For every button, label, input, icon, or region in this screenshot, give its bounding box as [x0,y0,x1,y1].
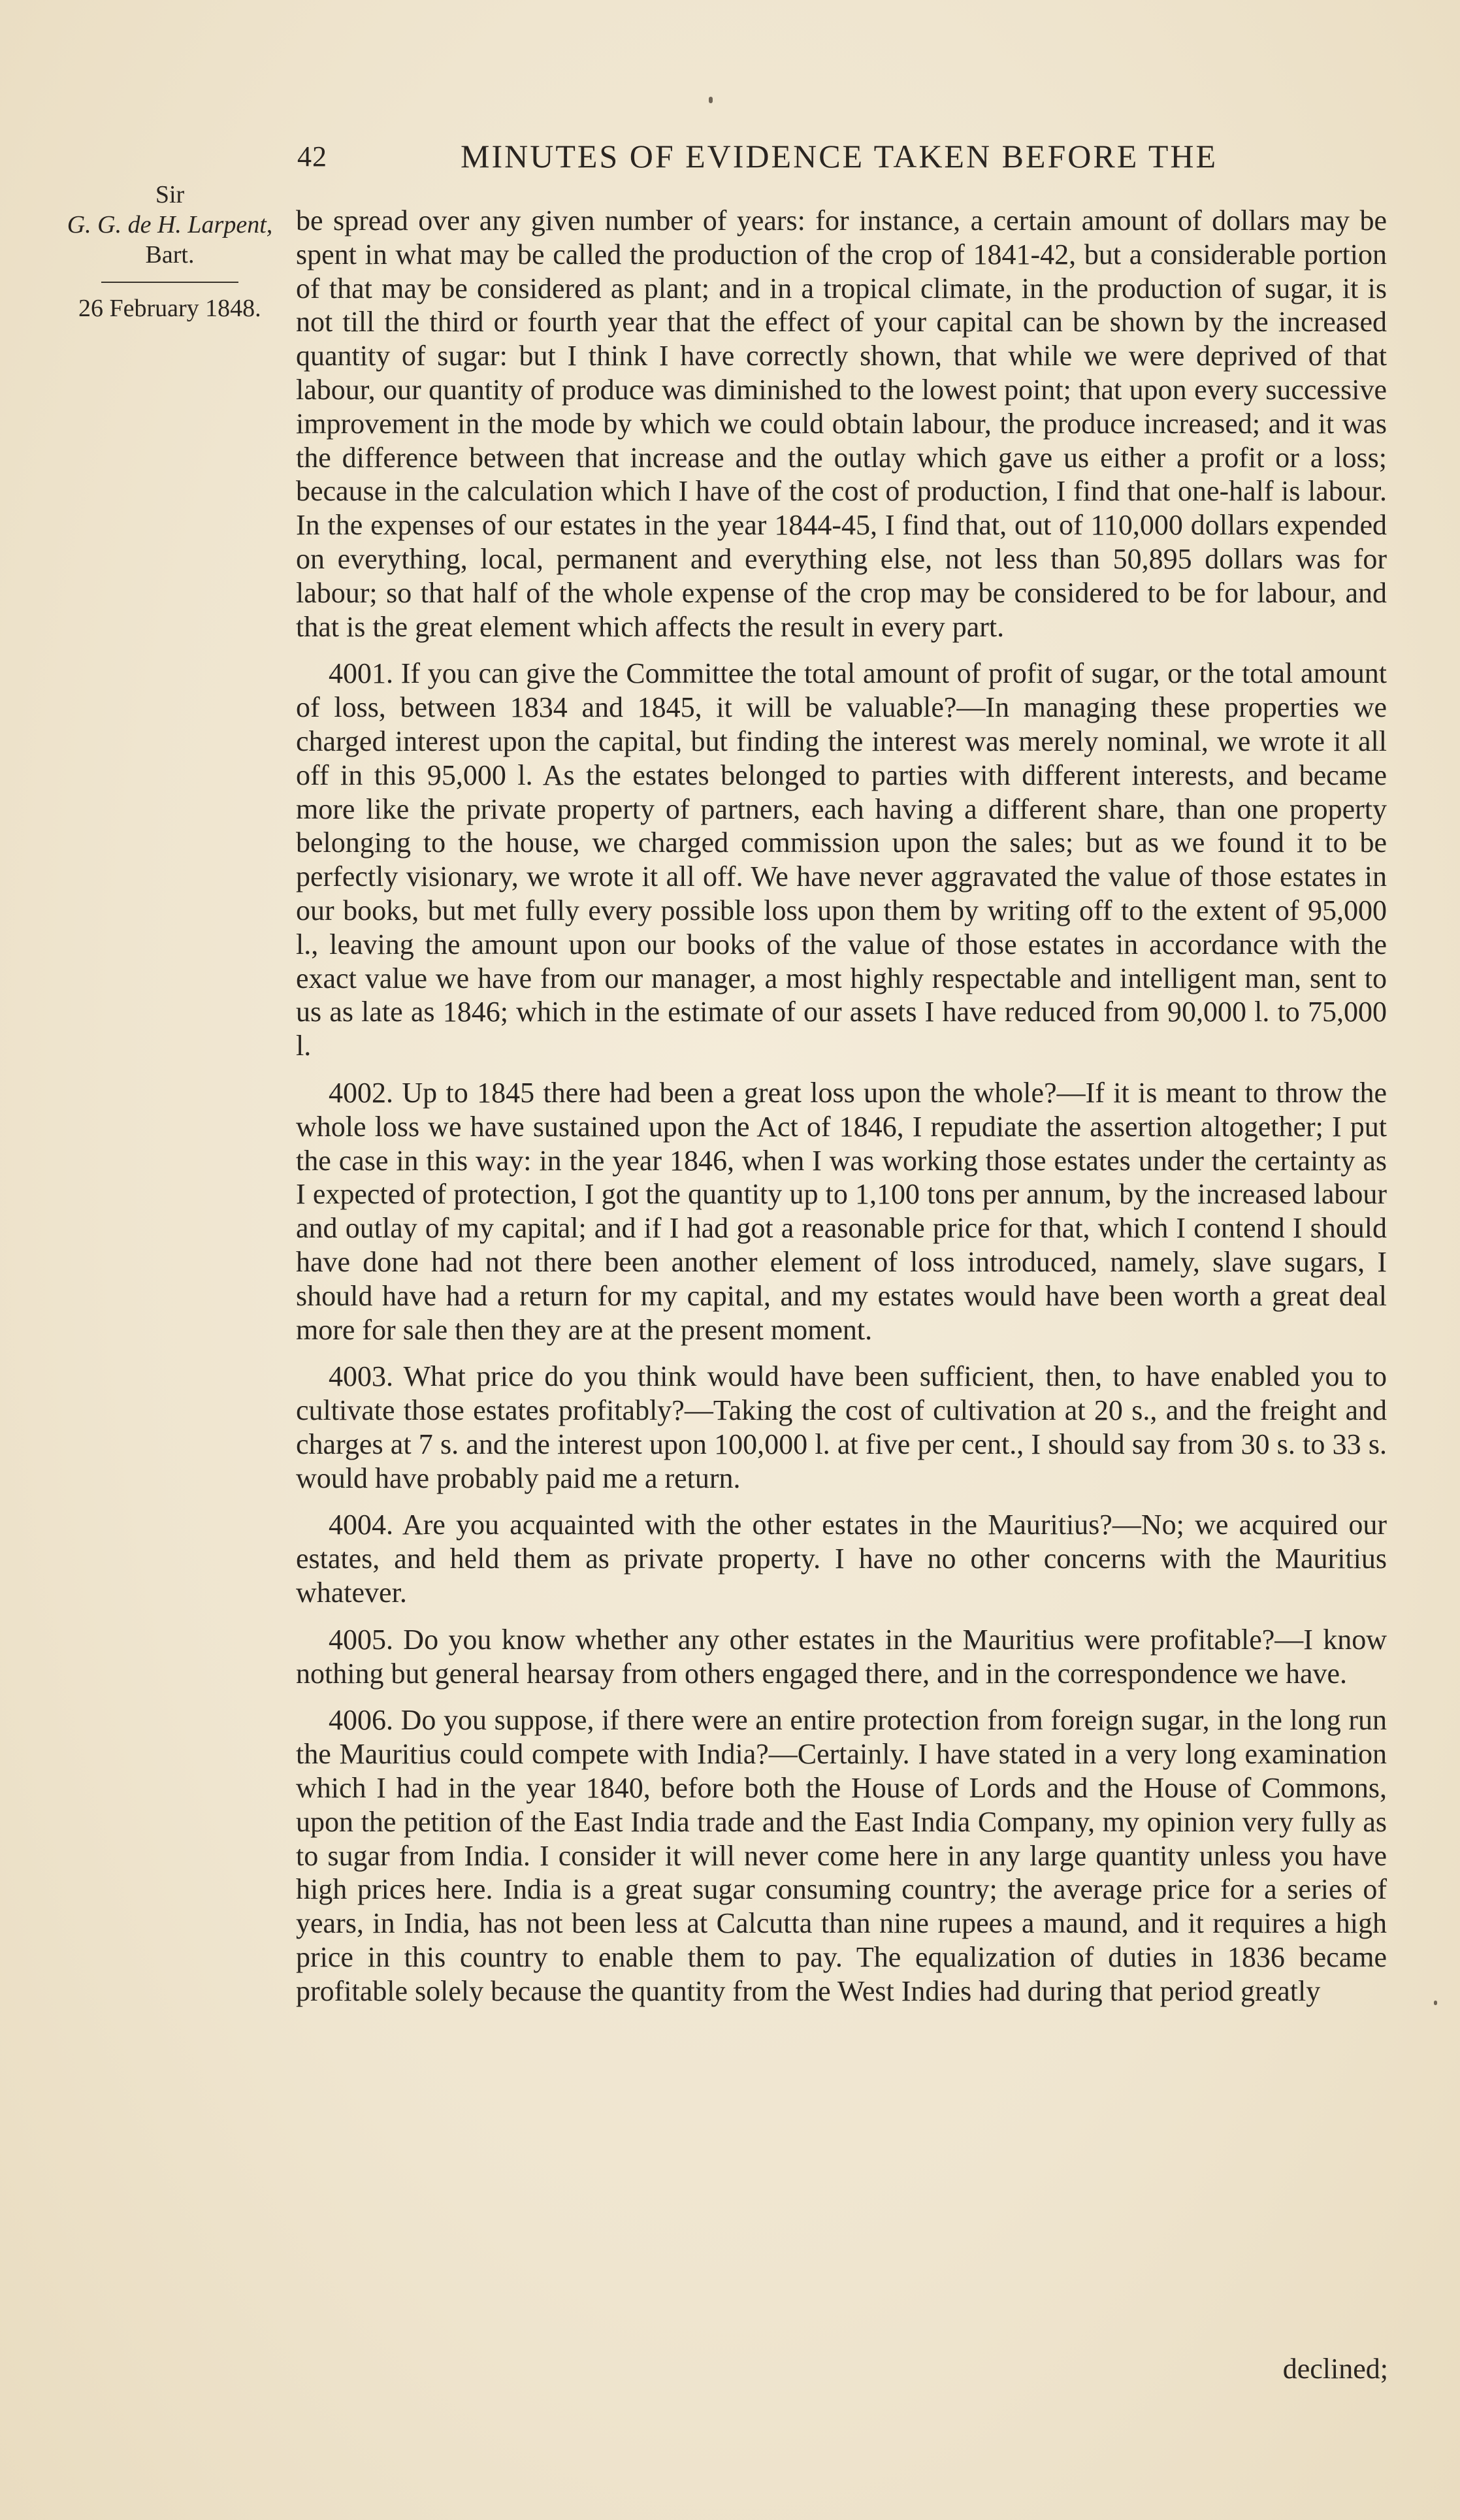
page-header [297,131,1401,176]
paragraph-4002: 4002. Up to 1845 there had been a great loss upon the whole?—If it is meant to throw the whole loss we have sustained upon the Act of 1846, I repudiate the assertion altogether; I put the case in this way: in the year 1846, when I was working those estates under the certainty as I expected of protection, I got the quantity up to 1,100 tons per annum, by the increased labour and outlay of my capital; and if I had got a reasonable price for that, which I contend I should have done had not there been another element of loss introduced, namely, slave sugars, I should have had a return for my capital, and my estates would have been worth a great deal more for sale then they are at the present moment. [296,1076,1387,1346]
paragraph-4003: 4003. What price do you think would have been sufficient, then, to have enabled you to cultivate those estates profitably?—Taking the cost of cultivation at 20 s., and the freight and charges at 7 s. and the interest upon 100,000 l. at five per cent., I should say from 30 s. to 33 s. would have probably paid me a return. [296,1360,1387,1494]
running-title: MINUTES OF EVIDENCE TAKEN BEFORE THE [461,138,1218,174]
margin-note-date: 26 February 1848. [78,295,261,322]
margin-note-rule [101,282,238,283]
paragraph-4005: 4005. Do you know whether any other estates in the Mauritius were profitable?—I know nothing but general hearsay from others engaged there, and in the correspondence we have. [296,1623,1387,1690]
paragraph-4001: 4001. If you can give the Committee the total amount of profit of sugar, or the total amount of loss, between 1834 and 1845, it will be valuable?—In managing these properties we charged interest upon the capital, but finding the interest was merely nominal, we wrote it all off in this 95,000 l. As the estates belonged to parties with different interests, and became more like the private property of partners, each having a different share, than one property belonging to the house, we charged commission upon the sales; but as we found it to be perfectly visionary, we wrote it all off. We have never aggravated the value of those estates in our books, but met fully every possible loss upon them by writing off to the extent of 95,000 l., leaving the amount upon our books of the value of those estates in accordance with the exact value we have from our manager, a most highly respectable and intelligent man, sent to us as late as 1846; which in the estimate of our assets I have reduced from 90,000 l. to 75,000 l. [296,657,1387,1062]
page-number: 42 [297,140,327,172]
margin-note [46,180,294,323]
body-text [296,204,1387,2021]
paragraph-4004: 4004. Are you acquainted with the other estates in the Mauritius?—No; we acquired our estates, and held them as private property. I have no other concerns with the Mauritius whatever. [296,1509,1387,1609]
margin-note-name: G. G. de H. Larpent, [67,211,273,238]
ink-speck [709,97,713,103]
margin-note-title: Sir [155,181,185,208]
paragraph-4006: 4006. Do you suppose, if there were an entire protection from foreign sugar, in the long run the Mauritius could compete with India?—Certainly. I have stated in a very long examination which I had in the year 1840, before both the House of Lords and the House of Commons, upon the petition of the East India trade and the East India Company, my opinion very fully as to sugar from India. I consider it will never come here in any large quantity unless you have high prices here. India is a great sugar consuming country; the average price for a series of years, in India, has not been less at Calcutta than nine rupees a maund, and it requires a high price in this country to enable them to pay. The equalization of duties in 1836 became profitable solely because the quantity from the West Indies had during that period greatly [296,1704,1387,2007]
catchword: declined; [1282,2353,1388,2385]
margin-note-rank: Bart. [145,241,195,269]
ink-speck [1434,2001,1437,2005]
paragraph-continuation: be spread over any given number of years: for instance, a certain amount of dollars may be spent in what may be called the production of the crop of 1841-42, but a considerable portion of that may be considered as plant; and in a tropical climate, in the production of sugar, it is not till the third or fourth year that the effect of your capital can be shown by the increased quantity of sugar: but I think I have correctly shown, that while we were deprived of that labour, our quantity of produce was diminished to the lowest point; that upon every successive improvement in the mode by which we could obtain labour, the produce increased; and it was the difference between that increase and the outlay which gave us either a profit or a loss; because in the calculation which I have of the cost of production, I find that one-half is labour. In the expenses of our estates in the year 1844-45, I find that, out of 110,000 dollars expended on everything, local, permanent and everything else, not less than 50,895 dollars was for labour; so that half of the whole expense of the crop may be considered to be for labour, and that is the great element which affects the result in every part. [296,205,1387,643]
